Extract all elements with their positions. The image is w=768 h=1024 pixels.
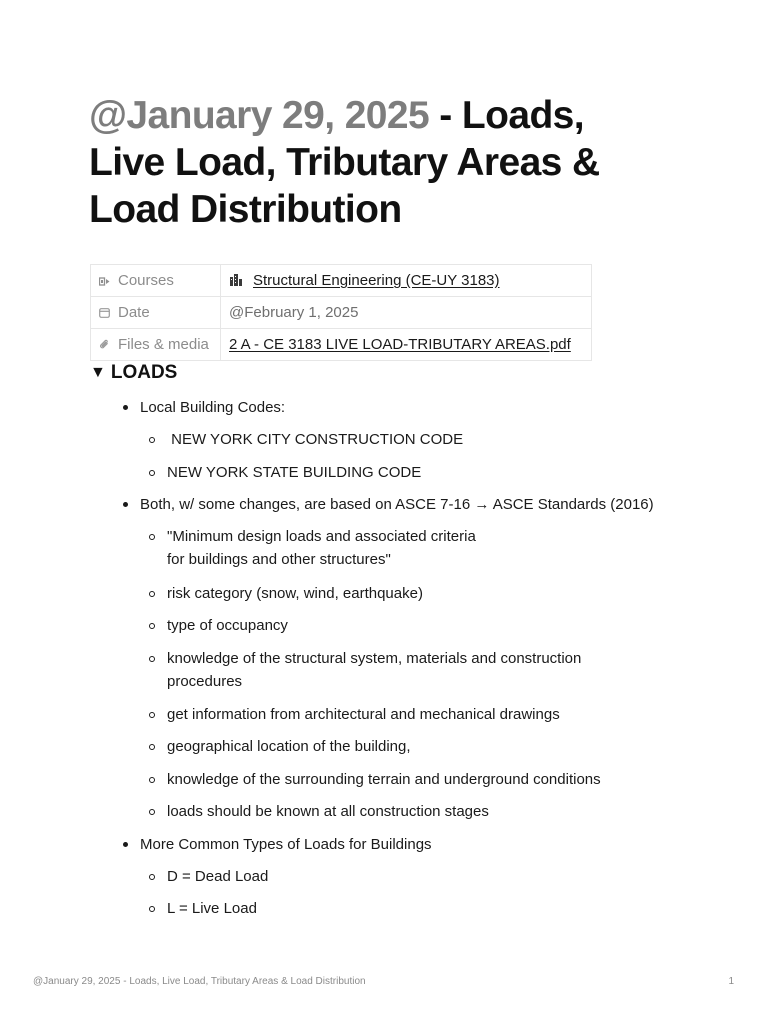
bullet-icon: [149, 534, 155, 540]
property-key-files: [91, 329, 221, 361]
list-item: get information from architectural and mechanical drawings: [167, 703, 560, 726]
footer-title: @January 29, 2025 - Loads, Live Load, Tributary Areas & Load Distribution: [33, 976, 366, 987]
relation-icon: [99, 275, 110, 286]
list-item: D = Dead Load: [167, 865, 268, 888]
list-item: Local Building Codes:: [140, 396, 285, 419]
file-link[interactable]: 2 A - CE 3183 LIVE LOAD-TRIBUTARY AREAS.pdf: [229, 336, 571, 353]
property-row-files: [91, 329, 592, 361]
list-item: knowledge of the structural system, materials and construction procedures: [167, 647, 581, 693]
paperclip-icon: [99, 339, 110, 350]
bullet-icon: [149, 777, 155, 783]
list-item: loads should be known at all construction stages: [167, 800, 489, 823]
toggle-loads[interactable]: [90, 361, 177, 385]
bullet-icon: [149, 712, 155, 718]
property-label: Files & media: [118, 336, 209, 353]
bullet-icon: [123, 502, 128, 507]
list-item: NEW YORK CITY CONSTRUCTION CODE: [167, 428, 463, 451]
bullet-icon: [149, 437, 155, 443]
toggle-arrow-icon[interactable]: ▼: [90, 364, 106, 381]
list-item: risk category (snow, wind, earthquake): [167, 582, 423, 605]
bullet-icon: [149, 906, 155, 912]
page-number: 1: [728, 976, 734, 987]
property-label: Date: [118, 304, 150, 321]
list-item: geographical location of the building,: [167, 735, 411, 758]
property-value-courses[interactable]: [221, 265, 592, 297]
bullet-icon: [149, 656, 155, 662]
date-mention[interactable]: @February 1, 2025: [229, 304, 359, 321]
bullet-icon: [123, 405, 128, 410]
list-item: Both, w/ some changes, are based on ASCE 7-16 → ASCE Standards (2016): [140, 493, 654, 516]
page-title: [89, 92, 649, 233]
list-item: "Minimum design loads and associated criteria for buildings and other structures": [167, 525, 476, 571]
bullet-icon: [149, 591, 155, 597]
list-item: NEW YORK STATE BUILDING CODE: [167, 461, 421, 484]
property-key-date: [91, 297, 221, 329]
bullet-icon: [149, 744, 155, 750]
bullet-icon: [123, 842, 128, 847]
title-text: - Loads, Live Load, Tributary Areas & Load Distribution: [89, 94, 600, 231]
property-value-date[interactable]: [221, 297, 592, 329]
toggle-label: LOADS: [110, 362, 178, 383]
title-date-mention[interactable]: @January 29, 2025: [89, 94, 430, 137]
property-row-date: [91, 297, 592, 329]
calendar-icon: [99, 307, 110, 318]
list-item: type of occupancy: [167, 614, 288, 637]
building-icon: [229, 274, 243, 286]
list-item: L = Live Load: [167, 897, 257, 920]
properties-table: [90, 264, 592, 361]
bullet-icon: [149, 809, 155, 815]
property-label: Courses: [118, 272, 174, 289]
list-item: knowledge of the surrounding terrain and underground conditions: [167, 768, 601, 791]
bullet-icon: [149, 470, 155, 476]
property-key-courses: [91, 265, 221, 297]
bullet-icon: [149, 874, 155, 880]
list-item: More Common Types of Loads for Buildings: [140, 833, 432, 856]
property-row-courses: [91, 265, 592, 297]
course-link[interactable]: Structural Engineering (CE-UY 3183): [253, 272, 500, 289]
property-value-files[interactable]: [221, 329, 592, 361]
bullet-icon: [149, 623, 155, 629]
